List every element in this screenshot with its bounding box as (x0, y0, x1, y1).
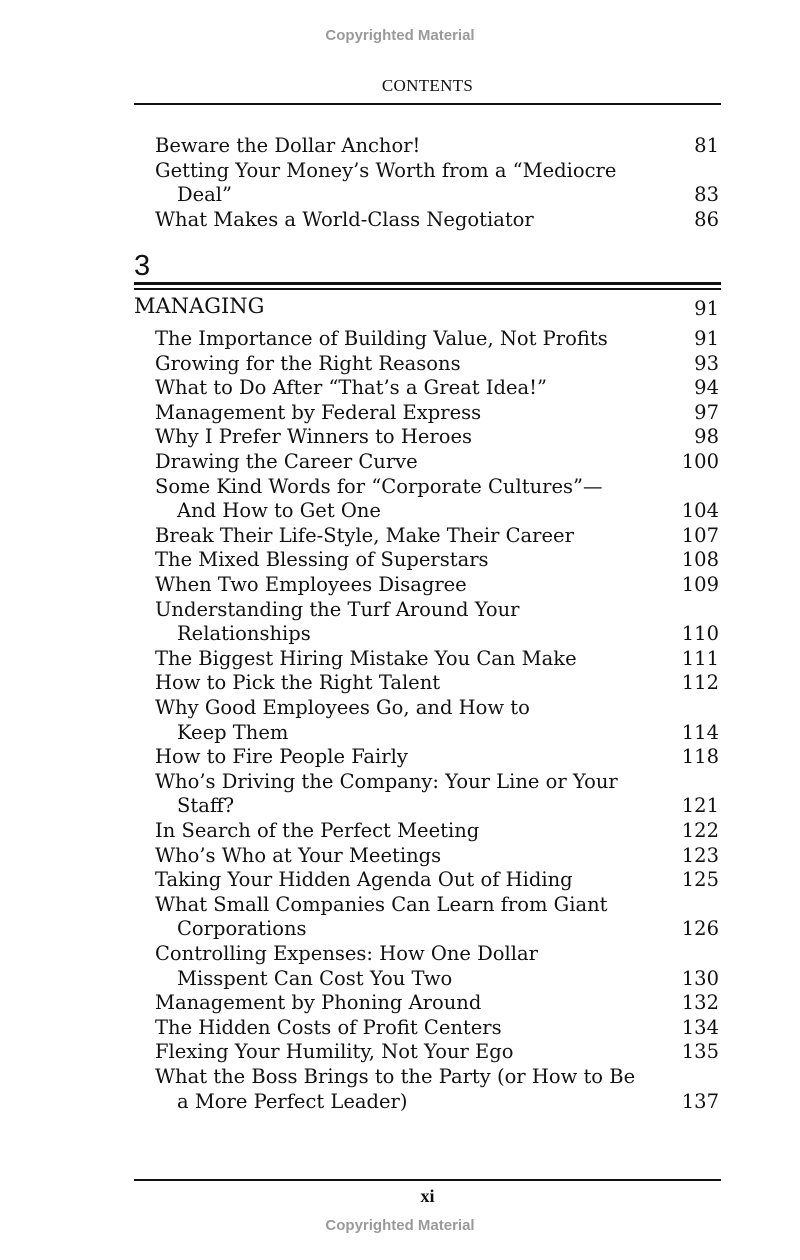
toc-entry (155, 450, 721, 475)
entry-page-number: 91 (694, 327, 719, 350)
toc-entry (155, 208, 721, 233)
toc-entry (155, 991, 721, 1016)
entry-title-continued: And How to Get One (177, 499, 381, 523)
entry-title: The Mixed Blessing of Superstars (155, 548, 489, 572)
chapter-heading (134, 292, 721, 320)
entry-page-number: 135 (681, 1040, 719, 1064)
entry-title: Management by Federal Express (155, 400, 482, 424)
entry-title: Who’s Who at Your Meetings (155, 843, 442, 867)
entry-page-number: 137 (681, 1089, 719, 1113)
entry-page-number: 123 (681, 843, 719, 867)
entry-title: How to Fire People Fairly (155, 745, 408, 769)
toc-entry (155, 819, 721, 844)
toc-entry (155, 844, 721, 869)
page-folio: xi (420, 1186, 435, 1206)
entry-title: Why I Prefer Winners to Heroes (155, 425, 473, 449)
entry-page-number: 97 (694, 400, 719, 424)
entry-title: Getting Your Money’s Worth from a “Mediocre (155, 158, 617, 182)
entry-title-continued: Corporations (177, 917, 307, 941)
toc-entry (155, 696, 721, 745)
entry-page-number: 107 (681, 523, 719, 547)
toc-entry (155, 352, 721, 377)
toc-entry (155, 573, 721, 598)
entry-title: What the Boss Brings to the Party (or How to Be (155, 1065, 636, 1088)
chapter-page: 91 (694, 297, 719, 320)
entry-page-number: 110 (681, 622, 719, 646)
entry-title: Understanding the Turf Around Your (155, 597, 520, 621)
chapter-title: MANAGING (134, 294, 265, 318)
entry-title: Growing for the Right Reasons (155, 351, 461, 375)
entry-page-number: 94 (694, 376, 719, 400)
entry-title: The Hidden Costs of Profit Centers (155, 1015, 502, 1039)
chapter-rule-thick (134, 282, 721, 285)
bottom-rule (134, 1179, 721, 1181)
entry-title-continued: Staff? (177, 794, 235, 818)
entry-title: How to Pick the Right Talent (155, 671, 441, 695)
toc-entry (155, 376, 721, 401)
entry-page-number: 81 (694, 134, 719, 157)
toc-entry (155, 1065, 721, 1114)
entry-page-number: 114 (681, 720, 719, 744)
entry-page-number: 122 (681, 819, 719, 842)
watermark-bottom: Copyrighted Material (325, 1217, 475, 1234)
toc-entry (155, 671, 721, 696)
toc-entry (155, 598, 721, 647)
toc-entry (155, 327, 721, 352)
entry-title-continued: Misspent Can Cost You Two (177, 966, 453, 990)
toc-entry (155, 548, 721, 573)
entry-title-continued: a More Perfect Leader) (177, 1089, 408, 1113)
toc-entry (155, 745, 721, 770)
entry-page-number: 112 (681, 671, 719, 695)
entry-page-number: 134 (681, 1015, 719, 1039)
toc-entry (155, 401, 721, 426)
entry-page-number: 108 (681, 548, 719, 572)
entry-title: What Small Companies Can Learn from Giant (155, 892, 608, 916)
entry-page-number: 104 (681, 499, 719, 523)
toc-entry (155, 942, 721, 991)
entry-page-number: 100 (681, 450, 719, 473)
entry-page-number: 130 (681, 966, 719, 990)
toc-entry (155, 425, 721, 450)
running-head: CONTENTS (381, 76, 474, 95)
entry-title: In Search of the Perfect Meeting (155, 819, 480, 842)
entry-title: Break Their Life-Style, Make Their Career (155, 523, 574, 547)
toc-entry (155, 770, 721, 819)
toc-entry (155, 647, 721, 672)
entry-title: Why Good Employees Go, and How to (155, 696, 530, 719)
toc-entry (155, 1040, 721, 1065)
watermark-top: Copyrighted Material (325, 27, 475, 44)
entry-page-number: 83 (694, 183, 719, 206)
entry-title: Taking Your Hidden Agenda Out of Hiding (155, 868, 573, 892)
entry-title: Some Kind Words for “Corporate Cultures”— (155, 474, 603, 498)
entry-title: What to Do After “That’s a Great Idea!” (155, 376, 547, 400)
entry-page-number: 118 (681, 745, 719, 769)
entry-page-number: 126 (681, 917, 719, 941)
toc-entry (155, 868, 721, 893)
top-rule (134, 103, 721, 105)
entry-page-number: 93 (694, 351, 719, 375)
entry-title: The Importance of Building Value, Not Profits (155, 327, 608, 350)
entry-page-number: 86 (694, 207, 719, 231)
entry-title: Flexing Your Humility, Not Your Ego (155, 1040, 514, 1064)
entry-title: Drawing the Career Curve (155, 450, 418, 473)
entry-title: Management by Phoning Around (155, 991, 482, 1015)
entry-title: When Two Employees Disagree (155, 573, 467, 596)
entry-title: What Makes a World-Class Negotiator (155, 207, 534, 231)
toc-entry (155, 159, 721, 208)
entry-title-continued: Relationships (177, 622, 311, 646)
entry-page-number: 111 (681, 646, 719, 670)
chapter-number: 3 (134, 250, 151, 282)
toc-entry (155, 524, 721, 549)
toc-entry (155, 134, 721, 159)
entry-title: The Biggest Hiring Mistake You Can Make (155, 646, 577, 670)
entry-title-continued: Keep Them (177, 720, 289, 744)
entry-title: Beware the Dollar Anchor! (155, 134, 421, 157)
entry-page-number: 121 (681, 794, 719, 818)
entry-page-number: 125 (681, 868, 719, 892)
toc-entry (155, 893, 721, 942)
entry-title: Who’s Driving the Company: Your Line or Your (155, 769, 618, 793)
entry-page-number: 132 (681, 991, 719, 1015)
toc-entry (155, 1016, 721, 1041)
entry-title: Controlling Expenses: How One Dollar (155, 942, 538, 965)
chapter-rule-thin (134, 288, 721, 290)
entry-page-number: 98 (694, 425, 719, 449)
entry-title-continued: Deal” (177, 183, 233, 206)
entry-page-number: 109 (681, 573, 719, 596)
toc-entry (155, 475, 721, 524)
